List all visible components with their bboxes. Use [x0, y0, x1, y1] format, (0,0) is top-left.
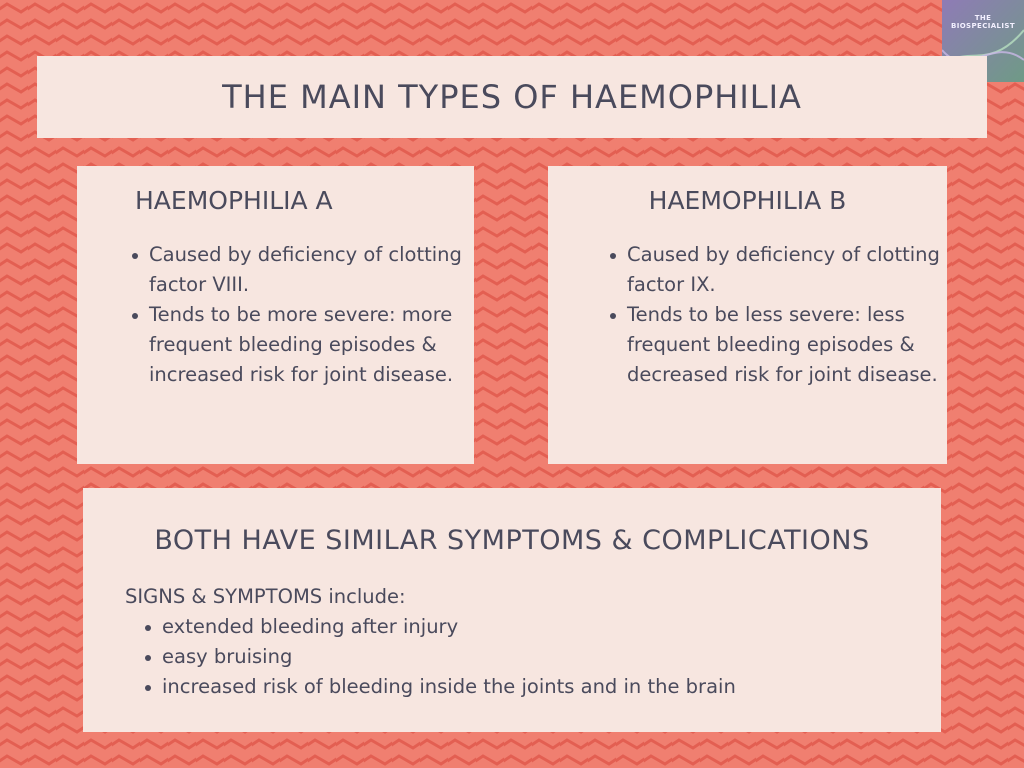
haemophilia-a-heading: HAEMOPHILIA A — [135, 186, 333, 215]
list-item: extended bleeding after injury — [162, 612, 922, 642]
haemophilia-b-heading: HAEMOPHILIA B — [648, 186, 847, 215]
list-item: increased risk of bleeding inside the joints and in the brain — [162, 672, 922, 702]
haemophilia-b-points — [605, 240, 957, 390]
list-item: Caused by deficiency of clotting factor VIII. — [149, 240, 479, 300]
list-item: easy bruising — [162, 642, 922, 672]
symptoms-panel — [83, 488, 941, 732]
list-item: Tends to be more severe: more frequent bleeding episodes & increased risk for joint disease. — [149, 300, 479, 390]
logo-text: THE BIOSPECIALIST — [950, 14, 1016, 30]
haemophilia-a-card — [77, 166, 474, 464]
list-item: Tends to be less severe: less frequent bleeding episodes & decreased risk for joint disease. — [627, 300, 957, 390]
page-title: THE MAIN TYPES OF HAEMOPHILIA — [222, 78, 802, 116]
haemophilia-b-card — [548, 166, 947, 464]
haemophilia-a-points — [127, 240, 479, 390]
symptoms-intro: SIGNS & SYMPTOMS include: — [125, 585, 406, 608]
list-item: Caused by deficiency of clotting factor IX. — [627, 240, 957, 300]
symptoms-list — [162, 612, 922, 702]
symptoms-heading: BOTH HAVE SIMILAR SYMPTOMS & COMPLICATIONS — [154, 525, 870, 556]
title-banner — [37, 56, 987, 138]
